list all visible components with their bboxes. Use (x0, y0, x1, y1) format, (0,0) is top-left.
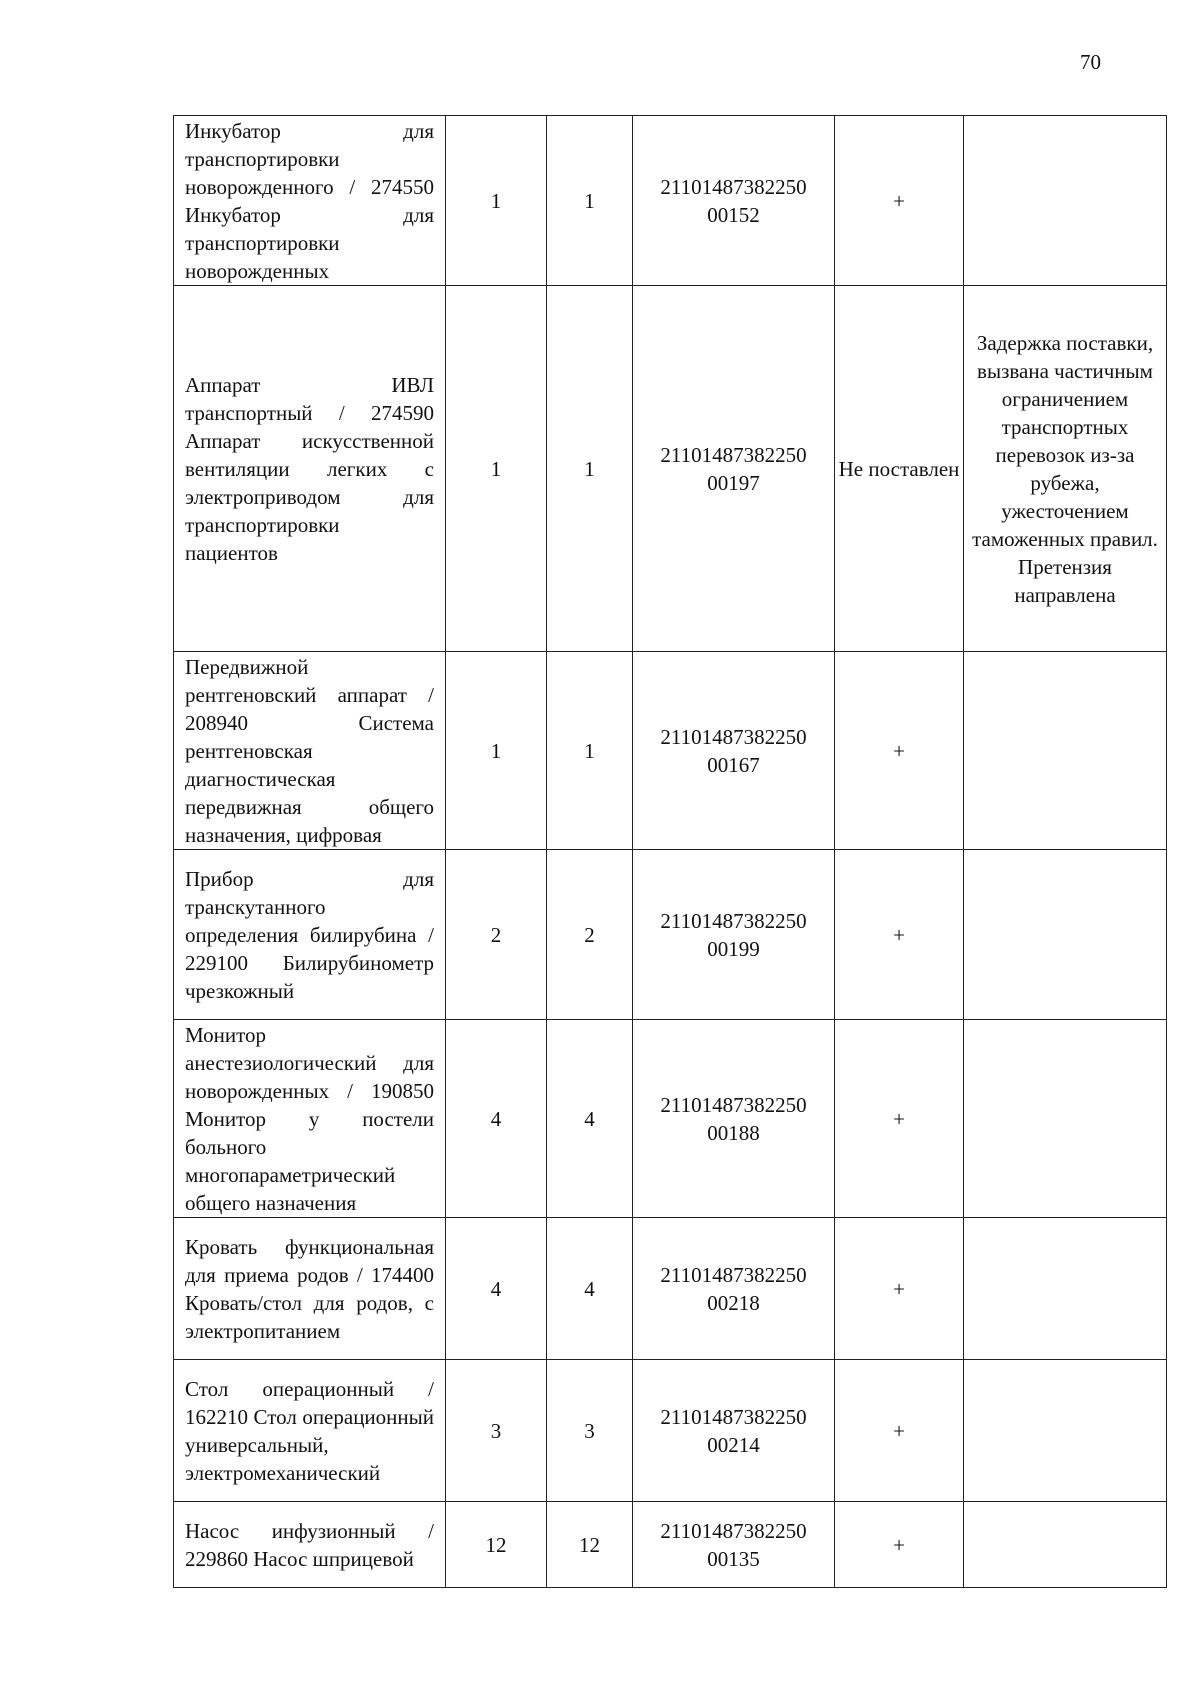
registry-number-line2: 00199 (707, 936, 760, 961)
page-number: 70 (1080, 50, 1101, 74)
delivery-note (964, 1218, 1167, 1360)
table-row (174, 286, 1167, 652)
quantity-planned: 4 (446, 1218, 547, 1360)
registry-number-line2: 00152 (707, 202, 760, 227)
registry-number (633, 1020, 835, 1218)
registry-number-line2: 00167 (707, 752, 760, 777)
table-row (174, 1360, 1167, 1502)
quantity-planned: 1 (446, 652, 547, 850)
registry-number (633, 286, 835, 652)
registry-number-line2: 00135 (707, 1546, 760, 1571)
registry-number (633, 652, 835, 850)
delivery-note (964, 652, 1167, 850)
quantity-delivered: 1 (547, 116, 633, 286)
delivery-status: Не поставлен (835, 286, 964, 652)
equipment-name: Передвижной рентгеновский аппарат / 208940 Система рентгеновская диагностическая передвижная общего назначения, цифровая (174, 652, 446, 850)
registry-number-line2: 00188 (707, 1120, 760, 1145)
delivery-note: Задержка поставки, вызвана частичным ограничением транспортных перевозок из-за рубежа, ужесточением таможенных правил. Претензия направлена (964, 286, 1167, 652)
registry-number-line1: 21101487382250 (660, 1518, 807, 1543)
equipment-name: Аппарат ИВЛ транспортный / 274590 Аппарат искусственной вентиляции легких с электроприводом для транспортировки пациентов (174, 286, 446, 652)
equipment-name: Монитор анестезиологический для новорожденных / 190850 Монитор у постели больного многопараметрический общего назначения (174, 1020, 446, 1218)
delivery-status: + (835, 1020, 964, 1218)
delivery-note (964, 1020, 1167, 1218)
registry-number-line1: 21101487382250 (660, 1262, 807, 1287)
quantity-delivered: 4 (547, 1020, 633, 1218)
equipment-name: Инкубатор для транспортировки новорожденного / 274550 Инкубатор для транспортировки новорожденных (174, 116, 446, 286)
quantity-delivered: 1 (547, 286, 633, 652)
registry-number-line1: 21101487382250 (660, 908, 807, 933)
table-row (174, 1502, 1167, 1588)
delivery-status: + (835, 1502, 964, 1588)
quantity-planned: 12 (446, 1502, 547, 1588)
equipment-name: Прибор для транскутанного определения билирубина / 229100 Билирубинометр чрезкожный (174, 850, 446, 1020)
registry-number-line2: 00214 (707, 1432, 760, 1457)
registry-number-line1: 21101487382250 (660, 1404, 807, 1429)
delivery-status: + (835, 1360, 964, 1502)
delivery-status: + (835, 1218, 964, 1360)
equipment-name: Кровать функциональная для приема родов / 174400 Кровать/стол для родов, с электропитанием (174, 1218, 446, 1360)
quantity-delivered: 3 (547, 1360, 633, 1502)
table-row (174, 116, 1167, 286)
table-row (174, 652, 1167, 850)
delivery-note (964, 850, 1167, 1020)
quantity-delivered: 1 (547, 652, 633, 850)
table-row (174, 850, 1167, 1020)
delivery-status: + (835, 116, 964, 286)
quantity-planned: 1 (446, 286, 547, 652)
delivery-status: + (835, 652, 964, 850)
quantity-delivered: 2 (547, 850, 633, 1020)
quantity-planned: 3 (446, 1360, 547, 1502)
equipment-table (173, 115, 1167, 1588)
registry-number-line2: 00218 (707, 1290, 760, 1315)
quantity-delivered: 12 (547, 1502, 633, 1588)
registry-number-line1: 21101487382250 (660, 174, 807, 199)
quantity-planned: 4 (446, 1020, 547, 1218)
quantity-planned: 2 (446, 850, 547, 1020)
quantity-delivered: 4 (547, 1218, 633, 1360)
delivery-note (964, 116, 1167, 286)
table-row (174, 1020, 1167, 1218)
registry-number (633, 1360, 835, 1502)
registry-number-line1: 21101487382250 (660, 1092, 807, 1117)
equipment-name: Насос инфузионный / 229860 Насос шприцевой (174, 1502, 446, 1588)
table-row (174, 1218, 1167, 1360)
registry-number (633, 1218, 835, 1360)
delivery-note (964, 1502, 1167, 1588)
registry-number (633, 116, 835, 286)
delivery-status: + (835, 850, 964, 1020)
delivery-note (964, 1360, 1167, 1502)
equipment-name: Стол операционный / 162210 Стол операционный универсальный, электромеханический (174, 1360, 446, 1502)
registry-number-line1: 21101487382250 (660, 442, 807, 467)
registry-number-line1: 21101487382250 (660, 724, 807, 749)
quantity-planned: 1 (446, 116, 547, 286)
registry-number (633, 850, 835, 1020)
registry-number (633, 1502, 835, 1588)
registry-number-line2: 00197 (707, 470, 760, 495)
